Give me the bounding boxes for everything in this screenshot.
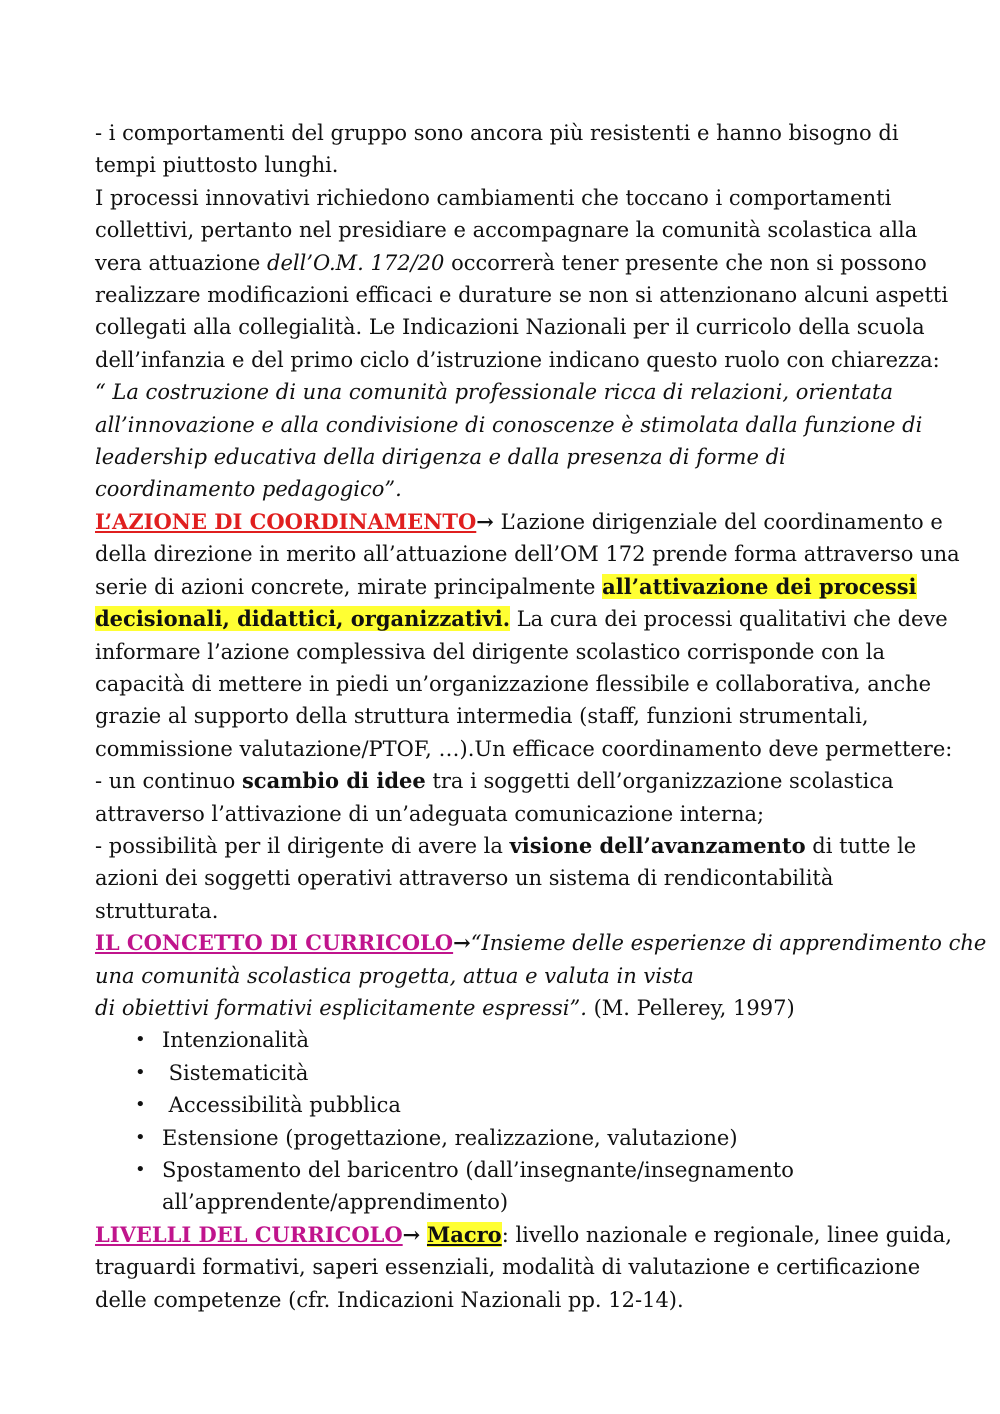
text-run: serie di azioni concrete, mirate principalmente: [95, 574, 603, 599]
paragraph-line: delle competenze (cfr. Indicazioni Nazionali pp. 12-14).: [95, 1287, 684, 1312]
list-item-text: all’apprendente/apprendimento): [162, 1190, 509, 1215]
list-item-text: Estensione (progettazione, realizzazione, valutazione): [162, 1125, 738, 1150]
paragraph-line: grazie al supporto della struttura intermedia (staff, funzioni strumentali,: [95, 704, 869, 729]
paragraph-line: capacità di mettere in piedi un’organizzazione flessibile e collaborativa, anche: [95, 671, 932, 696]
paragraph-line: [95, 830, 915, 862]
paragraph-line: - i comportamenti del gruppo sono ancora più resistenti e hanno bisogno di: [95, 121, 899, 145]
paragraph-line: collegati alla collegialità. Le Indicazioni Nazionali per il curricolo della scuola: [95, 315, 925, 340]
section-heading-curricolo: IL CONCETTO DI CURRICOLO: [95, 930, 454, 956]
quote-line: leadership educativa della dirigenza e dalla presenza di forme di: [95, 445, 786, 470]
text-run: occorrerà tener presente che non si possono: [444, 250, 927, 275]
paragraph-line: azioni dei soggetti operativi attraverso un sistema di rendicontabilità: [95, 866, 834, 891]
list-item: [95, 1122, 915, 1154]
paragraph-line: [95, 506, 943, 538]
paragraph-line: I processi innovativi richiedono cambiamenti che toccano i comportamenti: [95, 185, 892, 210]
arrow-icon: →: [453, 930, 471, 956]
arrow-icon: →: [402, 1221, 421, 1247]
text-run: - un continuo: [95, 769, 242, 794]
bullet-icon: •: [135, 1029, 146, 1051]
list-item: [95, 1089, 915, 1121]
quote-line: coordinamento pedagogico”.: [95, 477, 402, 502]
list-item-text: Intenzionalità: [162, 1028, 310, 1053]
highlighted-text: Macro: [426, 1221, 502, 1247]
quote-line: “ La costruzione di una comunità professionale ricca di relazioni, orientata: [95, 380, 893, 405]
list-item: [95, 1057, 915, 1089]
ordinance-reference: dell’O.M. 172/20: [267, 250, 445, 275]
section-heading-coordinamento: L’AZIONE DI COORDINAMENTO: [95, 508, 477, 534]
paragraph-line: tempi piuttosto lunghi.: [95, 153, 339, 178]
paragraph-line: [95, 603, 948, 635]
highlighted-text: decisionali, didattici, organizzativi.: [95, 606, 511, 632]
text-run: La cura dei processi qualitativi che deve: [510, 607, 948, 632]
list-item-text: Spostamento del baricentro (dall’insegnante/insegnamento: [162, 1158, 794, 1182]
paragraph-line: commissione valutazione/PTOF, …).Un efficace coordinamento deve permettere:: [95, 736, 953, 761]
text-run: vera attuazione: [95, 250, 268, 275]
paragraph-line: della direzione in merito all’attuazione dell’OM 172 prende forma attraverso una: [95, 542, 960, 567]
highlighted-text: all’attivazione dei processi: [602, 573, 917, 599]
bullet-list: [95, 1024, 915, 1218]
text-run: L’azione dirigenziale del coordinamento e: [493, 509, 943, 534]
quote-line: una comunità scolastica progetta, attua e valuta in vista: [95, 963, 694, 988]
list-item-text: Sistematicità: [162, 1060, 309, 1085]
paragraph-line: [95, 927, 987, 959]
paragraph-line: strutturata.: [95, 898, 219, 923]
list-item: [95, 1024, 915, 1056]
paragraph-line: [95, 1219, 952, 1251]
quote-text: “Insieme delle esperienze di apprendimento che: [470, 931, 987, 956]
bold-text: scambio di idee: [241, 768, 426, 794]
quote-text: di obiettivi formativi esplicitamente espressi”.: [95, 995, 587, 1020]
paragraph-line: informare l’azione complessiva del dirigente scolastico corrisponde con la: [95, 639, 885, 664]
list-item: [95, 1154, 915, 1219]
bold-text: visione dell’avanzamento: [509, 832, 806, 858]
paragraph-line: realizzare modificazioni efficaci e durature se non si attenzionano alcuni aspetti: [95, 283, 949, 308]
text-run: tra i soggetti dell’organizzazione scolastica: [425, 769, 894, 794]
bullet-icon: •: [135, 1094, 146, 1116]
list-item-text: Accessibilità pubblica: [162, 1093, 401, 1118]
text-run: di tutte le: [805, 833, 917, 858]
paragraph-line: [95, 765, 915, 797]
citation: (M. Pellerey, 1997): [586, 995, 795, 1020]
paragraph-line: [95, 992, 915, 1024]
bullet-icon: •: [135, 1126, 146, 1148]
bullet-icon: •: [135, 1159, 146, 1180]
paragraph-line: collettivi, pertanto nel presidiare e accompagnare la comunità scolastica alla: [95, 218, 918, 243]
quote-line: all’innovazione e alla condivisione di conoscenze è stimolata dalla funzione di: [95, 412, 923, 437]
paragraph-line: attraverso l’attivazione di un’adeguata comunicazione interna;: [95, 801, 765, 826]
section-heading-livelli: LIVELLI DEL CURRICOLO: [95, 1221, 403, 1247]
arrow-icon: →: [476, 508, 494, 534]
text-run: : livello nazionale e regionale, linee guida,: [501, 1222, 952, 1247]
bullet-icon: •: [135, 1061, 146, 1083]
document-page: [95, 117, 987, 1316]
paragraph-line: [95, 571, 915, 603]
paragraph-line: dell’infanzia e del primo ciclo d’istruzione indicano questo ruolo con chiarezza:: [95, 347, 940, 372]
paragraph-line: [95, 247, 927, 279]
paragraph-line: traguardi formativi, saperi essenziali, modalità di valutazione e certificazione: [95, 1255, 921, 1280]
text-run: - possibilità per il dirigente di avere la: [95, 833, 510, 858]
